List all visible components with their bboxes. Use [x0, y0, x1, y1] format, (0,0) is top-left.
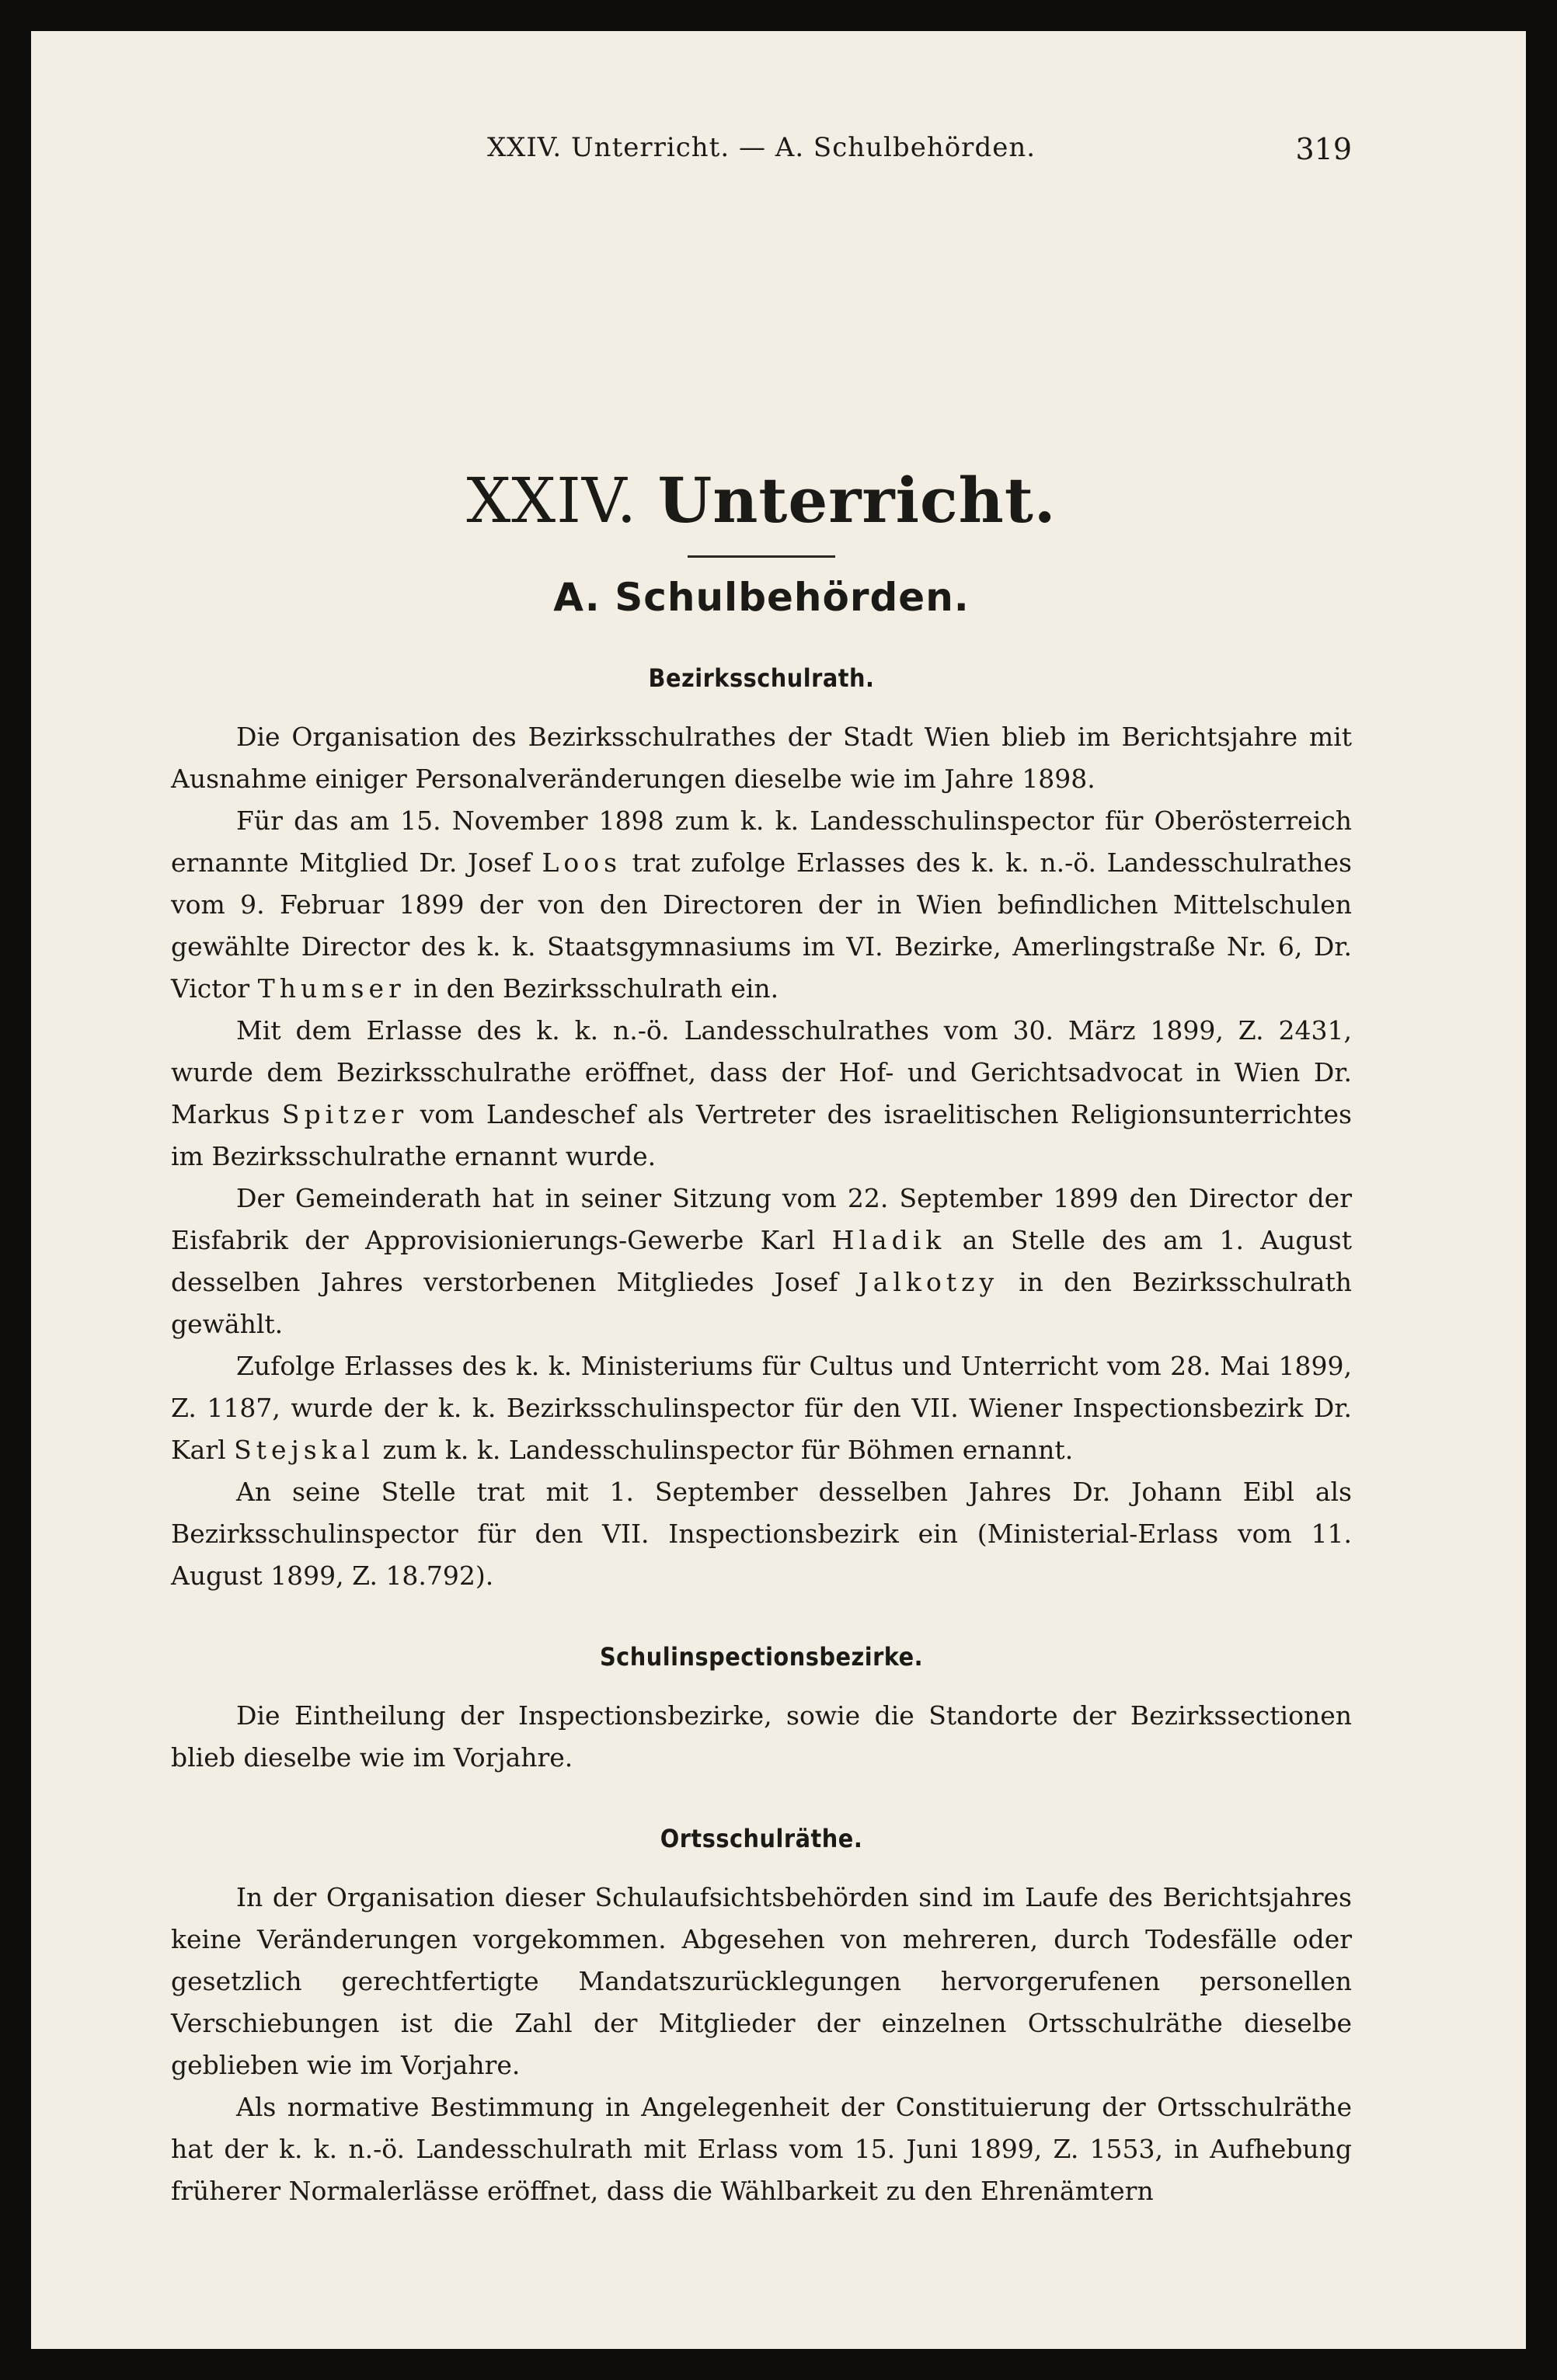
text-run: an Stelle des am 1. August desselben Jahres verstorbenen Mitgliedes Josef [171, 1225, 1352, 1297]
document-page [31, 31, 1526, 2349]
chapter-title [171, 466, 1352, 535]
text-run: in den Bezirksschulrath gewählt. [171, 1267, 1352, 1339]
paragraph-bezirksschulrath-2 [171, 800, 1352, 1010]
subheading-ortsschulraethe: Ortsschulräthe. [660, 1824, 863, 1853]
subheading-schulinspectionsbezirke: Schulinspectionsbezirke. [599, 1642, 924, 1672]
paragraph-ortsschulraethe-2: Als normative Bestimmung in Angelegenheit der Constituierung der Ortsschulräthe hat der k. k. n.-ö. Landesschulrath mit Erlass vom 15. Juni 1899, Z. 1553, in Aufhebung früherer Normalerlässe eröffnet, dass die Wählbarkeit zu den Ehrenämtern [171, 2092, 1352, 2206]
paragraph-schulinspectionsbezirke-1: Die Eintheilung der Inspectionsbezirke, sowie die Standorte der Bezirkssectionen blieb dieselbe wie im Vorjahre. [171, 1700, 1352, 1773]
paragraph-bezirksschulrath-1: Die Organisation des Bezirksschulrathes der Stadt Wien blieb im Berichtsjahre mit Ausnahme einiger Personalveränderungen dieselbe wie im Jahre 1898. [171, 722, 1352, 794]
paragraph-bezirksschulrath-6: An seine Stelle trat mit 1. September desselben Jahres Dr. Johann Eibl als Bezirksschulinspector für den VII. Inspectionsbezirk ein (Ministerial-Erlass vom 11. August 1899, Z. 18.792). [171, 1477, 1352, 1591]
person-name: Hladik [831, 1225, 946, 1255]
chapter-roman-numeral: XXIV. [466, 465, 638, 537]
text-run: Mit dem Erlasse des k. k. n.-ö. Landesschulrathes vom 30. März 1899, Z. 2431, wurde dem Bezirksschulrathe eröffnet, dass der Hof- und Gerichtsadvocat in Wien Dr. Markus [171, 1015, 1352, 1129]
person-name: Thumser [257, 973, 406, 1004]
text-run: zum k. k. Landesschulinspector für Böhmen ernannt. [382, 1435, 1074, 1465]
text-run: Zufolge Erlasses des k. k. Ministeriums für Cultus und Unterricht vom 28. Mai 1899, Z. 1187, wurde der k. k. Bezirksschulinspector für den VII. Wiener Inspectionsbezirk Dr. Karl [171, 1351, 1352, 1465]
paragraph-bezirksschulrath-4 [171, 1178, 1352, 1345]
section-title: A. Schulbehörden. [553, 575, 970, 620]
running-title: XXIV. Unterricht. — A. Schulbehörden. [486, 132, 1036, 163]
page-number: 319 [1295, 132, 1352, 166]
text-run: Für das am 15. November 1898 zum k. k. Landesschulinspector für Oberösterreich ernannte Mitglied Dr. Josef [171, 806, 1352, 878]
running-head [171, 132, 1352, 179]
section-gap [171, 1597, 1352, 1642]
section-gap [171, 1779, 1352, 1824]
text-run: vom Landeschef als Vertreter des israelitischen Religionsunterrichtes im Bezirksschulrathe ernannt wurde. [171, 1099, 1352, 1171]
title-divider [688, 555, 835, 558]
person-name: Jalkotzy [858, 1267, 999, 1297]
person-name: Stejskal [234, 1435, 374, 1465]
text-run: in den Bezirksschulrath ein. [413, 973, 779, 1004]
paragraph-bezirksschulrath-3 [171, 1010, 1352, 1178]
person-name: Spitzer [281, 1099, 409, 1129]
text-run: Der Gemeinderath hat in seiner Sitzung vom 22. September 1899 den Director der Eisfabrik der Approvisionierungs-Gewerbe Karl [171, 1183, 1352, 1255]
paragraph-ortsschulraethe-1: In der Organisation dieser Schulaufsichtsbehörden sind im Laufe des Berichtsjahres keine Veränderungen vorgekommen. Abgesehen von mehreren, durch Todesfälle oder gesetzlich gerechtfertigte Mandatszurücklegungen hervorgerufenen personellen Verschiebungen ist die Zahl der Mitglieder der einzelnen Ortsschulräthe dieselbe geblieben wie im Vorjahre. [171, 1882, 1352, 2080]
text-run: trat zufolge Erlasses des k. k. n.-ö. Landesschulrathes vom 9. Februar 1899 der von den Directoren der in Wien befindlichen Mittelschulen gewählte Director des k. k. Staatsgymnasiums im VI. Bezirke, Amerlingstraße Nr. 6, Dr. Victor [171, 847, 1352, 1004]
person-name: Loos [542, 847, 622, 878]
subheading-bezirksschulrath: Bezirksschulrath. [648, 663, 875, 693]
paragraph-bezirksschulrath-5 [171, 1345, 1352, 1471]
chapter-title-word: Unterricht. [657, 464, 1057, 537]
body-text [171, 466, 1352, 2212]
